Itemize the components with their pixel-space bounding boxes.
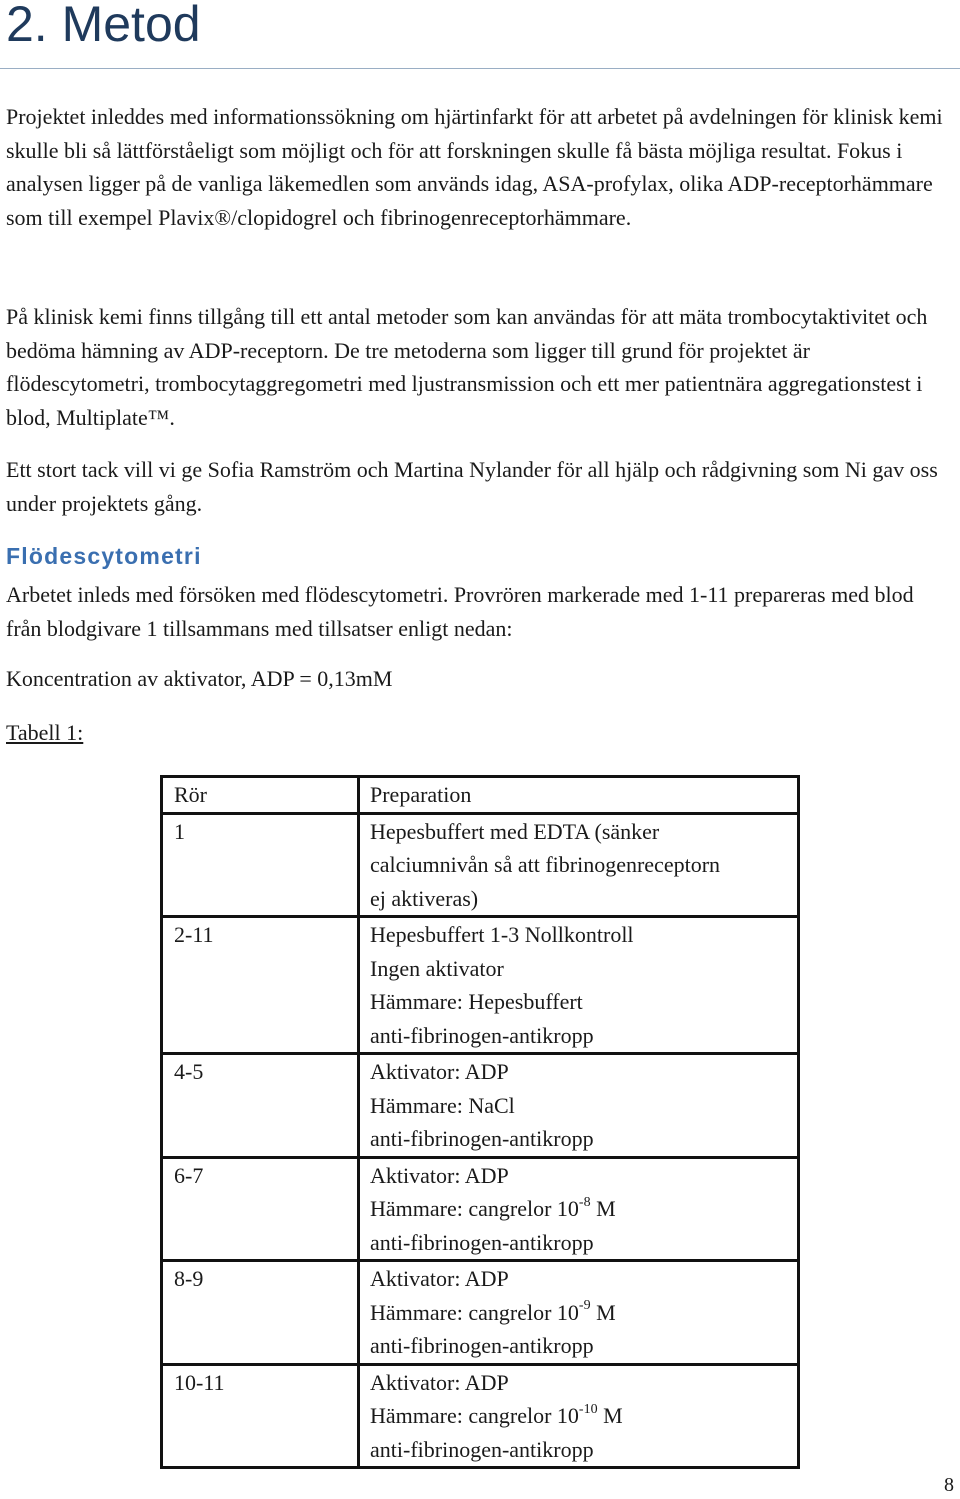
header-tube: Rör bbox=[162, 777, 359, 814]
preparation-line: ej aktiveras) bbox=[370, 885, 479, 911]
table-caption: Tabell 1: bbox=[6, 720, 84, 745]
table-row bbox=[162, 813, 799, 917]
inhibitor-exponent: -10 bbox=[578, 1401, 598, 1417]
preparation-line: Aktivator: ADP bbox=[370, 1369, 509, 1395]
tube-cell: 1 bbox=[162, 813, 359, 917]
preparation-cell bbox=[359, 813, 799, 917]
section-paragraph: Arbetet inleds med försöken med flödescytometri. Provrören markerade med 1-11 prepareras med blod från blodgivare 1 tillsammans med tillsatser enligt nedan: bbox=[6, 582, 914, 641]
inhibitor-exponent: -8 bbox=[578, 1194, 591, 1210]
preparation-cell bbox=[359, 1157, 799, 1261]
table-row bbox=[162, 1157, 799, 1261]
preparation-line: anti-fibrinogen-antikropp bbox=[370, 1229, 594, 1255]
inhibitor-line bbox=[370, 1399, 787, 1433]
table-row bbox=[162, 1364, 799, 1468]
preparation-line: Aktivator: ADP bbox=[370, 1059, 509, 1084]
inhibitor-prefix: Hämmare: cangrelor 10 bbox=[370, 1299, 579, 1325]
inhibitor-prefix: Hämmare: cangrelor 10 bbox=[370, 1403, 579, 1428]
preparation-cell bbox=[359, 1261, 799, 1365]
paragraph-thanks: Ett stort tack vill vi ge Sofia Ramström och Martina Nylander för all hjälp och rådgivning som Ni gav oss under projektets gång. bbox=[6, 457, 938, 516]
inhibitor-exponent: -9 bbox=[578, 1298, 591, 1314]
preparation-line: Hämmare: NaCl bbox=[370, 1092, 515, 1118]
preparation-line: Hepesbuffert med EDTA (sänker bbox=[370, 818, 660, 844]
page-title: 2. Metod bbox=[6, 0, 201, 52]
paragraph-methods: På klinisk kemi finns tillgång till ett antal metoder som kan användas för att mäta trombocytaktivitet och bedöma hämning av ADP-receptorn. De tre metoderna som ligger till grund för projektet är flödescytometri, trombocytaggregometri med ljustransmission och ett mer patientnära aggregationstest i blod, Multiplate™. bbox=[6, 304, 928, 430]
preparation-line: anti-fibrinogen-antikropp bbox=[370, 1126, 594, 1151]
concentration-line: Koncentration av aktivator, ADP = 0,13mM bbox=[6, 666, 393, 691]
preparation-line: anti-fibrinogen-antikropp bbox=[370, 1333, 594, 1358]
preparation-line: anti-fibrinogen-antikropp bbox=[370, 1436, 594, 1462]
page-number: 8 bbox=[944, 1474, 954, 1496]
preparation-line: calciumnivån så att fibrinogenreceptorn bbox=[370, 852, 721, 877]
preparation-line: Aktivator: ADP bbox=[370, 1266, 509, 1291]
inhibitor-line bbox=[370, 1296, 787, 1330]
tube-cell: 8-9 bbox=[162, 1261, 359, 1365]
preparation-cell bbox=[359, 1364, 799, 1468]
preparation-line: Hämmare: Hepesbuffert bbox=[370, 989, 583, 1014]
inhibitor-prefix: Hämmare: cangrelor 10 bbox=[370, 1196, 579, 1221]
tube-cell: 6-7 bbox=[162, 1157, 359, 1261]
preparation-line: Hepesbuffert 1-3 Nollkontroll bbox=[370, 922, 634, 947]
section-heading: Flödescytometri bbox=[6, 543, 202, 569]
preparation-line: anti-fibrinogen-antikropp bbox=[370, 1022, 594, 1048]
preparation-cell bbox=[359, 917, 799, 1054]
table-header-row bbox=[162, 777, 799, 814]
paragraph-intro: Projektet inleddes med informationssökning om hjärtinfarkt för att arbetet på avdelningen för klinisk kemi skulle bli så lättförståeligt som möjligt och för att forskningen skulle få bästa möjliga resultat. Fokus i analysen ligger på de vanliga läkemedlen som används idag, ASA-profylax, olika ADP-receptorhämmare som till exempel Plavix®/clopidogrel och fibrinogenreceptorhämmare. bbox=[6, 104, 943, 230]
preparation-cell bbox=[359, 1054, 799, 1158]
preparation-table-wrap bbox=[160, 775, 800, 1469]
header-preparation: Preparation bbox=[359, 777, 799, 814]
preparation-line: Ingen aktivator bbox=[370, 955, 504, 981]
table-row bbox=[162, 1054, 799, 1158]
preparation-table bbox=[160, 775, 800, 1469]
tube-cell: 4-5 bbox=[162, 1054, 359, 1158]
inhibitor-unit: M bbox=[590, 1299, 616, 1325]
table-row bbox=[162, 1261, 799, 1365]
tube-cell: 10-11 bbox=[162, 1364, 359, 1468]
tube-cell: 2-11 bbox=[162, 917, 359, 1054]
title-rule bbox=[0, 68, 960, 69]
inhibitor-line bbox=[370, 1192, 787, 1226]
table-row bbox=[162, 917, 799, 1054]
preparation-line: Aktivator: ADP bbox=[370, 1162, 509, 1188]
inhibitor-unit: M bbox=[590, 1196, 616, 1221]
inhibitor-unit: M bbox=[597, 1403, 623, 1428]
